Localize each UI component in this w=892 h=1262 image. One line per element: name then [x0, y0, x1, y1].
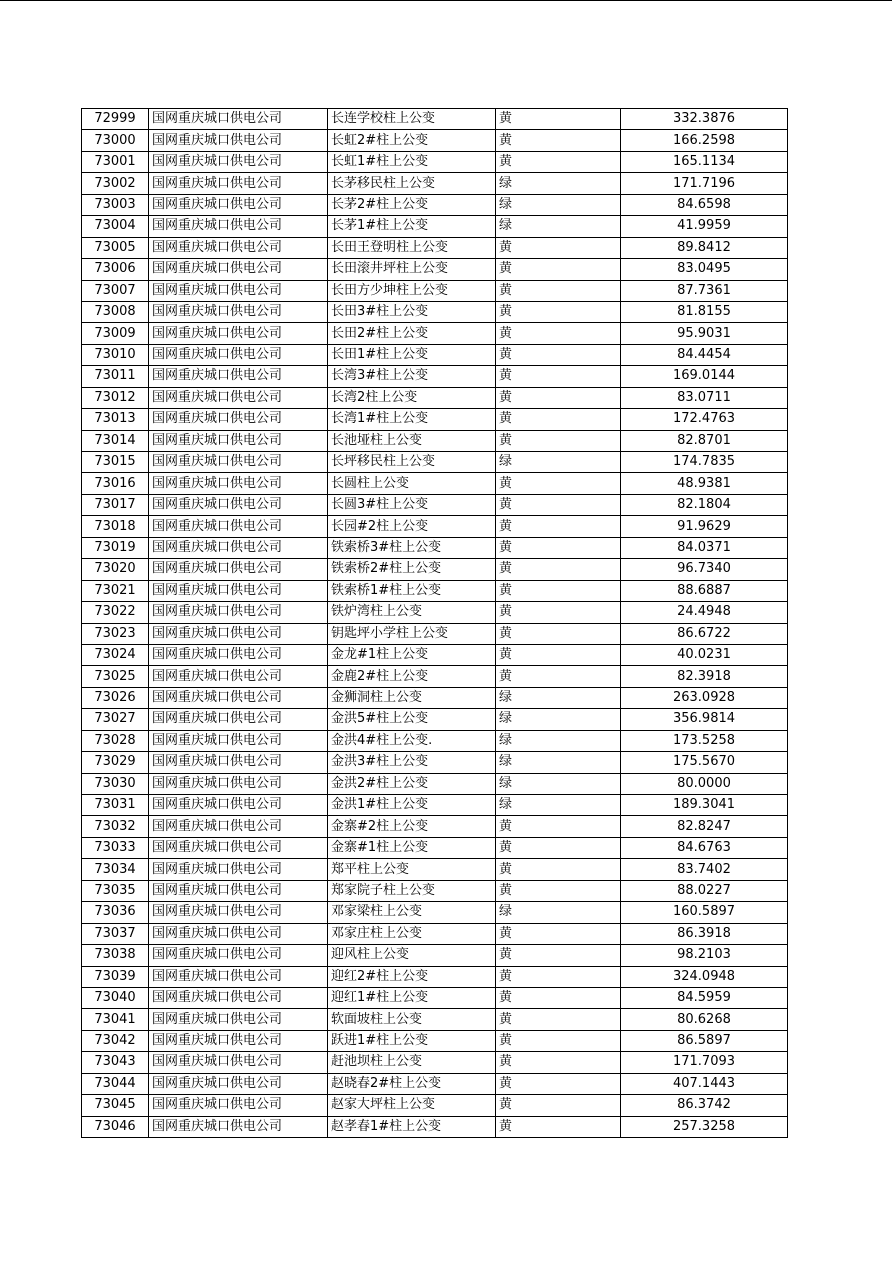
cell-company: 国网重庆城口供电公司: [149, 837, 328, 858]
cell-company: 国网重庆城口供电公司: [149, 473, 328, 494]
cell-id: 73001: [82, 151, 149, 172]
table-row: [82, 1073, 788, 1094]
cell-status: 黄: [496, 1095, 621, 1116]
cell-id: 73024: [82, 644, 149, 665]
table-row: [82, 666, 788, 687]
cell-company: 国网重庆城口供电公司: [149, 516, 328, 537]
cell-transformer: 郑家院子柱上公变: [328, 880, 496, 901]
cell-company: 国网重庆城口供电公司: [149, 1073, 328, 1094]
cell-status: 黄: [496, 280, 621, 301]
cell-value: 324.0948: [621, 966, 788, 987]
cell-value: 89.8412: [621, 237, 788, 258]
cell-transformer: 铁索桥3#柱上公变: [328, 537, 496, 558]
table-row: [82, 966, 788, 987]
cell-id: 73016: [82, 473, 149, 494]
cell-value: 81.8155: [621, 301, 788, 322]
table-row: [82, 837, 788, 858]
cell-transformer: 长田3#柱上公变: [328, 301, 496, 322]
cell-id: 73029: [82, 752, 149, 773]
cell-company: 国网重庆城口供电公司: [149, 773, 328, 794]
cell-transformer: 金龙#1柱上公变: [328, 644, 496, 665]
cell-company: 国网重庆城口供电公司: [149, 795, 328, 816]
cell-company: 国网重庆城口供电公司: [149, 1095, 328, 1116]
cell-value: 189.3041: [621, 795, 788, 816]
cell-id: 73025: [82, 666, 149, 687]
cell-status: 黄: [496, 473, 621, 494]
table-row: [82, 130, 788, 151]
cell-value: 96.7340: [621, 559, 788, 580]
cell-transformer: 赵晓春2#柱上公变: [328, 1073, 496, 1094]
table-row: [82, 366, 788, 387]
table-row: [82, 344, 788, 365]
cell-status: 绿: [496, 709, 621, 730]
table-row: [82, 987, 788, 1008]
cell-value: 83.0711: [621, 387, 788, 408]
table-row: [82, 537, 788, 558]
table-row: [82, 816, 788, 837]
cell-company: 国网重庆城口供电公司: [149, 194, 328, 215]
cell-status: 黄: [496, 559, 621, 580]
cell-company: 国网重庆城口供电公司: [149, 216, 328, 237]
cell-status: 绿: [496, 173, 621, 194]
cell-company: 国网重庆城口供电公司: [149, 259, 328, 280]
cell-transformer: 长田方少坤柱上公变: [328, 280, 496, 301]
cell-transformer: 赵家大坪柱上公变: [328, 1095, 496, 1116]
cell-transformer: 铁炉湾柱上公变: [328, 602, 496, 623]
cell-transformer: 迎红2#柱上公变: [328, 966, 496, 987]
cell-transformer: 郑平柱上公变: [328, 859, 496, 880]
cell-id: 73014: [82, 430, 149, 451]
table-row: [82, 602, 788, 623]
cell-company: 国网重庆城口供电公司: [149, 109, 328, 130]
cell-company: 国网重庆城口供电公司: [149, 1116, 328, 1137]
cell-id: 73038: [82, 945, 149, 966]
cell-status: 绿: [496, 752, 621, 773]
cell-transformer: 长坪移民柱上公变: [328, 452, 496, 473]
cell-company: 国网重庆城口供电公司: [149, 602, 328, 623]
table-row: [82, 109, 788, 130]
cell-value: 48.9381: [621, 473, 788, 494]
cell-id: 73012: [82, 387, 149, 408]
cell-value: 174.7835: [621, 452, 788, 473]
transformer-table: [81, 108, 788, 1138]
cell-company: 国网重庆城口供电公司: [149, 130, 328, 151]
cell-id: 73007: [82, 280, 149, 301]
cell-status: 黄: [496, 430, 621, 451]
cell-id: 73045: [82, 1095, 149, 1116]
table-row: [82, 687, 788, 708]
cell-transformer: 跃进1#柱上公变: [328, 1030, 496, 1051]
cell-company: 国网重庆城口供电公司: [149, 366, 328, 387]
cell-transformer: 迎风柱上公变: [328, 945, 496, 966]
cell-id: 73011: [82, 366, 149, 387]
cell-company: 国网重庆城口供电公司: [149, 623, 328, 644]
cell-id: 73034: [82, 859, 149, 880]
cell-value: 86.3742: [621, 1095, 788, 1116]
cell-value: 82.8701: [621, 430, 788, 451]
cell-value: 175.5670: [621, 752, 788, 773]
cell-status: 黄: [496, 602, 621, 623]
table-row: [82, 880, 788, 901]
cell-value: 171.7196: [621, 173, 788, 194]
cell-id: 73040: [82, 987, 149, 1008]
cell-id: 73036: [82, 902, 149, 923]
cell-status: 黄: [496, 837, 621, 858]
table-row: [82, 923, 788, 944]
cell-status: 黄: [496, 880, 621, 901]
cell-status: 黄: [496, 301, 621, 322]
cell-transformer: 金洪5#柱上公变: [328, 709, 496, 730]
cell-company: 国网重庆城口供电公司: [149, 902, 328, 923]
cell-status: 黄: [496, 966, 621, 987]
cell-company: 国网重庆城口供电公司: [149, 323, 328, 344]
cell-status: 黄: [496, 323, 621, 344]
cell-id: 73013: [82, 409, 149, 430]
cell-value: 24.4948: [621, 602, 788, 623]
table-row: [82, 323, 788, 344]
table-row: [82, 301, 788, 322]
cell-id: 73004: [82, 216, 149, 237]
cell-status: 黄: [496, 151, 621, 172]
cell-company: 国网重庆城口供电公司: [149, 945, 328, 966]
cell-company: 国网重庆城口供电公司: [149, 151, 328, 172]
cell-value: 86.5897: [621, 1030, 788, 1051]
table-row: [82, 387, 788, 408]
cell-value: 165.1134: [621, 151, 788, 172]
cell-value: 86.3918: [621, 923, 788, 944]
table-row: [82, 709, 788, 730]
cell-transformer: 长虹2#柱上公变: [328, 130, 496, 151]
cell-value: 171.7093: [621, 1052, 788, 1073]
cell-company: 国网重庆城口供电公司: [149, 816, 328, 837]
cell-transformer: 赶池坝柱上公变: [328, 1052, 496, 1073]
cell-status: 黄: [496, 344, 621, 365]
cell-value: 407.1443: [621, 1073, 788, 1094]
cell-status: 黄: [496, 259, 621, 280]
cell-id: 73039: [82, 966, 149, 987]
cell-value: 257.3258: [621, 1116, 788, 1137]
table-row: [82, 580, 788, 601]
cell-id: 73002: [82, 173, 149, 194]
cell-value: 95.9031: [621, 323, 788, 344]
cell-transformer: 铁索桥2#柱上公变: [328, 559, 496, 580]
table-row: [82, 1009, 788, 1030]
cell-status: 黄: [496, 237, 621, 258]
cell-value: 80.0000: [621, 773, 788, 794]
cell-company: 国网重庆城口供电公司: [149, 387, 328, 408]
cell-transformer: 长湾1#柱上公变: [328, 409, 496, 430]
cell-status: 黄: [496, 1009, 621, 1030]
cell-value: 82.8247: [621, 816, 788, 837]
cell-id: 73022: [82, 602, 149, 623]
cell-company: 国网重庆城口供电公司: [149, 409, 328, 430]
cell-company: 国网重庆城口供电公司: [149, 1009, 328, 1030]
cell-transformer: 铁索桥1#柱上公变: [328, 580, 496, 601]
cell-id: 73042: [82, 1030, 149, 1051]
cell-value: 83.7402: [621, 859, 788, 880]
cell-transformer: 金洪3#柱上公变: [328, 752, 496, 773]
cell-status: 黄: [496, 1030, 621, 1051]
cell-transformer: 金寨#2柱上公变: [328, 816, 496, 837]
page-top-border: [0, 0, 892, 1]
cell-company: 国网重庆城口供电公司: [149, 173, 328, 194]
cell-value: 84.0371: [621, 537, 788, 558]
table-row: [82, 280, 788, 301]
table-row: [82, 859, 788, 880]
cell-id: 73035: [82, 880, 149, 901]
cell-id: 72999: [82, 109, 149, 130]
cell-value: 166.2598: [621, 130, 788, 151]
cell-id: 73019: [82, 537, 149, 558]
cell-value: 263.0928: [621, 687, 788, 708]
cell-status: 黄: [496, 945, 621, 966]
cell-company: 国网重庆城口供电公司: [149, 452, 328, 473]
table-row: [82, 409, 788, 430]
table-row: [82, 1030, 788, 1051]
cell-value: 169.0144: [621, 366, 788, 387]
cell-transformer: 邓家庄柱上公变: [328, 923, 496, 944]
table-row: [82, 644, 788, 665]
cell-id: 73003: [82, 194, 149, 215]
cell-status: 绿: [496, 730, 621, 751]
cell-id: 73020: [82, 559, 149, 580]
cell-status: 黄: [496, 366, 621, 387]
cell-id: 73041: [82, 1009, 149, 1030]
cell-value: 98.2103: [621, 945, 788, 966]
cell-transformer: 邓家梁柱上公变: [328, 902, 496, 923]
cell-id: 73028: [82, 730, 149, 751]
cell-value: 41.9959: [621, 216, 788, 237]
cell-transformer: 金鹿2#柱上公变: [328, 666, 496, 687]
cell-value: 160.5897: [621, 902, 788, 923]
cell-id: 73000: [82, 130, 149, 151]
cell-company: 国网重庆城口供电公司: [149, 859, 328, 880]
cell-company: 国网重庆城口供电公司: [149, 344, 328, 365]
cell-company: 国网重庆城口供电公司: [149, 430, 328, 451]
cell-status: 绿: [496, 902, 621, 923]
cell-id: 73027: [82, 709, 149, 730]
table-row: [82, 1095, 788, 1116]
table-row: [82, 452, 788, 473]
table-row: [82, 623, 788, 644]
cell-company: 国网重庆城口供电公司: [149, 237, 328, 258]
table-row: [82, 516, 788, 537]
cell-company: 国网重庆城口供电公司: [149, 709, 328, 730]
cell-company: 国网重庆城口供电公司: [149, 880, 328, 901]
table-row: [82, 773, 788, 794]
cell-value: 83.0495: [621, 259, 788, 280]
cell-status: 黄: [496, 623, 621, 644]
cell-status: 绿: [496, 452, 621, 473]
table-row: [82, 494, 788, 515]
table-row: [82, 559, 788, 580]
table-row: [82, 151, 788, 172]
cell-value: 87.7361: [621, 280, 788, 301]
cell-company: 国网重庆城口供电公司: [149, 923, 328, 944]
cell-company: 国网重庆城口供电公司: [149, 752, 328, 773]
cell-value: 40.0231: [621, 644, 788, 665]
cell-transformer: 赵孝春1#柱上公变: [328, 1116, 496, 1137]
table-row: [82, 430, 788, 451]
cell-value: 91.9629: [621, 516, 788, 537]
cell-id: 73005: [82, 237, 149, 258]
cell-company: 国网重庆城口供电公司: [149, 580, 328, 601]
cell-value: 82.1804: [621, 494, 788, 515]
cell-transformer: 长连学校柱上公变: [328, 109, 496, 130]
cell-transformer: 迎红1#柱上公变: [328, 987, 496, 1008]
table-row: [82, 237, 788, 258]
cell-status: 绿: [496, 194, 621, 215]
cell-status: 黄: [496, 987, 621, 1008]
cell-company: 国网重庆城口供电公司: [149, 966, 328, 987]
cell-transformer: 金洪1#柱上公变: [328, 795, 496, 816]
cell-status: 黄: [496, 387, 621, 408]
cell-status: 黄: [496, 1116, 621, 1137]
cell-value: 88.6887: [621, 580, 788, 601]
table-row: [82, 473, 788, 494]
cell-id: 73044: [82, 1073, 149, 1094]
cell-transformer: 软面坡柱上公变: [328, 1009, 496, 1030]
cell-id: 73010: [82, 344, 149, 365]
cell-transformer: 金洪4#柱上公变.: [328, 730, 496, 751]
cell-company: 国网重庆城口供电公司: [149, 280, 328, 301]
cell-transformer: 长茅移民柱上公变: [328, 173, 496, 194]
cell-transformer: 长圆3#柱上公变: [328, 494, 496, 515]
cell-company: 国网重庆城口供电公司: [149, 730, 328, 751]
cell-status: 绿: [496, 795, 621, 816]
cell-status: 黄: [496, 409, 621, 430]
cell-transformer: 长湾3#柱上公变: [328, 366, 496, 387]
cell-status: 绿: [496, 216, 621, 237]
cell-id: 73008: [82, 301, 149, 322]
cell-transformer: 长茅2#柱上公变: [328, 194, 496, 215]
cell-id: 73031: [82, 795, 149, 816]
cell-value: 86.6722: [621, 623, 788, 644]
cell-transformer: 长田2#柱上公变: [328, 323, 496, 344]
cell-company: 国网重庆城口供电公司: [149, 494, 328, 515]
cell-status: 黄: [496, 923, 621, 944]
cell-id: 73017: [82, 494, 149, 515]
cell-id: 73043: [82, 1052, 149, 1073]
cell-transformer: 长虹1#柱上公变: [328, 151, 496, 172]
cell-transformer: 长园#2柱上公变: [328, 516, 496, 537]
cell-status: 黄: [496, 1052, 621, 1073]
table-row: [82, 752, 788, 773]
table-row: [82, 1052, 788, 1073]
table-row: [82, 194, 788, 215]
cell-transformer: 长圆柱上公变: [328, 473, 496, 494]
cell-transformer: 金洪2#柱上公变: [328, 773, 496, 794]
cell-status: 黄: [496, 644, 621, 665]
table-row: [82, 1116, 788, 1137]
table-row: [82, 173, 788, 194]
cell-transformer: 长茅1#柱上公变: [328, 216, 496, 237]
cell-company: 国网重庆城口供电公司: [149, 301, 328, 322]
cell-status: 绿: [496, 773, 621, 794]
cell-id: 73037: [82, 923, 149, 944]
cell-status: 黄: [496, 109, 621, 130]
cell-company: 国网重庆城口供电公司: [149, 537, 328, 558]
table-body: [82, 109, 788, 1138]
table-row: [82, 945, 788, 966]
cell-company: 国网重庆城口供电公司: [149, 987, 328, 1008]
cell-id: 73046: [82, 1116, 149, 1137]
cell-transformer: 长田1#柱上公变: [328, 344, 496, 365]
cell-id: 73030: [82, 773, 149, 794]
cell-id: 73015: [82, 452, 149, 473]
cell-id: 73009: [82, 323, 149, 344]
cell-company: 国网重庆城口供电公司: [149, 559, 328, 580]
cell-value: 84.5959: [621, 987, 788, 1008]
cell-status: 黄: [496, 666, 621, 687]
cell-transformer: 长田滚井坪柱上公变: [328, 259, 496, 280]
cell-id: 73026: [82, 687, 149, 708]
cell-transformer: 长池垭柱上公变: [328, 430, 496, 451]
cell-status: 黄: [496, 580, 621, 601]
cell-status: 绿: [496, 687, 621, 708]
cell-value: 172.4763: [621, 409, 788, 430]
cell-id: 73006: [82, 259, 149, 280]
table-row: [82, 902, 788, 923]
table-row: [82, 795, 788, 816]
cell-transformer: 长湾2柱上公变: [328, 387, 496, 408]
table-row: [82, 730, 788, 751]
cell-company: 国网重庆城口供电公司: [149, 644, 328, 665]
cell-status: 黄: [496, 859, 621, 880]
cell-status: 黄: [496, 1073, 621, 1094]
cell-value: 84.4454: [621, 344, 788, 365]
cell-status: 黄: [496, 537, 621, 558]
cell-status: 黄: [496, 494, 621, 515]
cell-value: 84.6763: [621, 837, 788, 858]
cell-company: 国网重庆城口供电公司: [149, 666, 328, 687]
cell-status: 黄: [496, 516, 621, 537]
cell-company: 国网重庆城口供电公司: [149, 687, 328, 708]
cell-value: 88.0227: [621, 880, 788, 901]
cell-value: 356.9814: [621, 709, 788, 730]
cell-id: 73018: [82, 516, 149, 537]
cell-transformer: 长田王登明柱上公变: [328, 237, 496, 258]
cell-company: 国网重庆城口供电公司: [149, 1030, 328, 1051]
cell-company: 国网重庆城口供电公司: [149, 1052, 328, 1073]
cell-id: 73032: [82, 816, 149, 837]
cell-value: 80.6268: [621, 1009, 788, 1030]
cell-status: 黄: [496, 816, 621, 837]
cell-id: 73023: [82, 623, 149, 644]
cell-value: 173.5258: [621, 730, 788, 751]
cell-value: 332.3876: [621, 109, 788, 130]
cell-transformer: 金狮洞柱上公变: [328, 687, 496, 708]
cell-id: 73033: [82, 837, 149, 858]
cell-value: 82.3918: [621, 666, 788, 687]
cell-value: 84.6598: [621, 194, 788, 215]
cell-id: 73021: [82, 580, 149, 601]
table-row: [82, 259, 788, 280]
cell-status: 黄: [496, 130, 621, 151]
table-row: [82, 216, 788, 237]
cell-transformer: 金寨#1柱上公变: [328, 837, 496, 858]
cell-transformer: 钥匙坪小学柱上公变: [328, 623, 496, 644]
